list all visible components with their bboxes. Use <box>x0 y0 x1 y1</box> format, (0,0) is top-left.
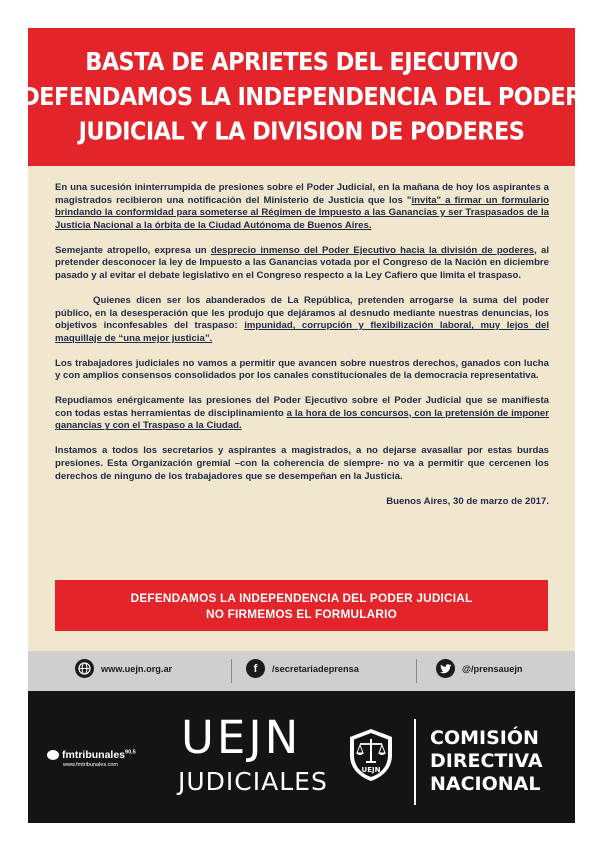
commission-line-2: DIRECTIVA <box>430 750 543 772</box>
facebook-icon: f <box>246 659 265 678</box>
banner-line-2: NO FIRMEMOS EL FORMULARIO <box>206 606 397 621</box>
twitter-label: @/prensauejn <box>462 663 523 674</box>
poster <box>21 28 582 823</box>
org-logo-text: UEJN <box>181 711 302 764</box>
p2-text-c: al pretender desconocer la ley de Impuesto a las Ganancias votada por el Congreso de la Nación en diciembre pasado y al evitar el debate legislativo en el Congreso respecto a la Ley Cafiero que limita el traspaso. <box>55 244 549 281</box>
banner-line-1: DEFENDAMOS LA INDEPENDENCIA DEL PODER JUDICIAL <box>130 590 473 605</box>
p5-underlined: a la hora de los concursos, con la pretensión de imponer ganancias y con el Traspaso a la Ciudad. <box>55 407 549 432</box>
p3-text: Quienes dicen ser los abanderados de La República, pretenden arrogarse la suma del poder público, en la desesperación que les produjo que dejáramos al desnudo mediante nuestras denuncias, los objetivos inconfesables del traspaso: <box>55 294 549 332</box>
radio-icon <box>47 750 59 760</box>
p2-underlined: desprecio inmenso del Poder Ejecutivo hacia la división de poderes, <box>210 244 537 256</box>
paragraph-1 <box>55 182 549 232</box>
p3-underlined: impunidad, corrupción y flexibilización laboral, muy lejos del maquillaje de “una mejor justicia”. <box>55 320 549 344</box>
divider <box>416 659 417 683</box>
commission-title <box>430 727 543 796</box>
divider <box>414 719 416 805</box>
p2-text-a: Semejante atropello, expresa un <box>55 244 211 256</box>
fm-url: www.fmtribunales.com <box>63 762 119 768</box>
seal-text: UEJN <box>361 766 381 774</box>
globe-icon <box>75 659 94 678</box>
p5-text: Repudiamos enérgicamente las presiones del Poder Ejecutivo sobre el Poder Judicial que se manifiesta con todas estas herramientas de disciplinamiento <box>55 395 549 419</box>
paragraph-2 <box>55 245 549 283</box>
date-line: Buenos Aires, 30 de marzo de 2017. <box>386 495 549 507</box>
p1-underlined: invita" a firmar un formulario brindando la conformidad para someterse al Régimen de Impuesto a las Ganancias y ser Traspasados de la Justicia Nacional a la órbita de la Ciudad Autónoma de Buenos Aires. <box>55 194 549 231</box>
website-link[interactable] <box>75 659 172 678</box>
fm-name: fmtribunales <box>62 749 126 761</box>
commission-line-3: NACIONAL <box>430 773 541 795</box>
call-to-action-banner <box>55 580 548 631</box>
twitter-link[interactable] <box>436 659 523 678</box>
commission-line-1: COMISIÓN <box>430 727 539 749</box>
facebook-label: /secretariadeprensa <box>272 663 359 674</box>
headline <box>21 45 582 149</box>
org-subtitle: JUDICIALES <box>178 767 328 796</box>
paragraph-6: Instamos a todos los secretarios y aspirantes a magistrados, a no dejarse avasallar por estas burdas presiones. Esta Organización gremial –con la coherencia de siempre- no va a permitir que cercenen los derechos de ninguno de los trabajadores que se desempeñan en la Justicia. <box>55 445 549 482</box>
divider <box>231 659 232 683</box>
facebook-link[interactable] <box>246 659 359 678</box>
scales-of-justice-seal-icon <box>346 727 396 783</box>
twitter-bird-icon <box>436 659 455 678</box>
paragraph-3 <box>55 295 549 345</box>
p1-text: En una sucesión ininterrumpida de presiones sobre el Poder Judicial, en la mañana de hoy los aspirantes a magistrados recibieron una notificación del Ministerio de Justicia que los " <box>55 182 549 206</box>
fm-frequency: 90.5 <box>125 749 136 756</box>
headline-line-3: JUDICIAL Y LA DIVISION DE PODERES <box>78 116 525 146</box>
headline-line-1: BASTA DE APRIETES DEL EJECUTIVO <box>85 47 518 77</box>
statement-body <box>28 166 575 671</box>
headline-line-2: DEFENDAMOS LA INDEPENDENCIA DEL PODER <box>21 81 582 111</box>
paragraph-5 <box>55 395 549 433</box>
paragraph-4: Los trabajadores judiciales no vamos a permitir que avancen sobre nuestros derechos, ganados con lucha y con amplios consensos consolidados por los canales constitucionales de la democracia representativa. <box>55 357 549 382</box>
fm-tribunales-logo <box>47 749 136 768</box>
statement-text <box>55 182 549 521</box>
title-band <box>21 28 582 166</box>
website-label: www.uejn.org.ar <box>101 663 173 674</box>
social-bar <box>28 651 575 691</box>
footer <box>28 691 575 823</box>
